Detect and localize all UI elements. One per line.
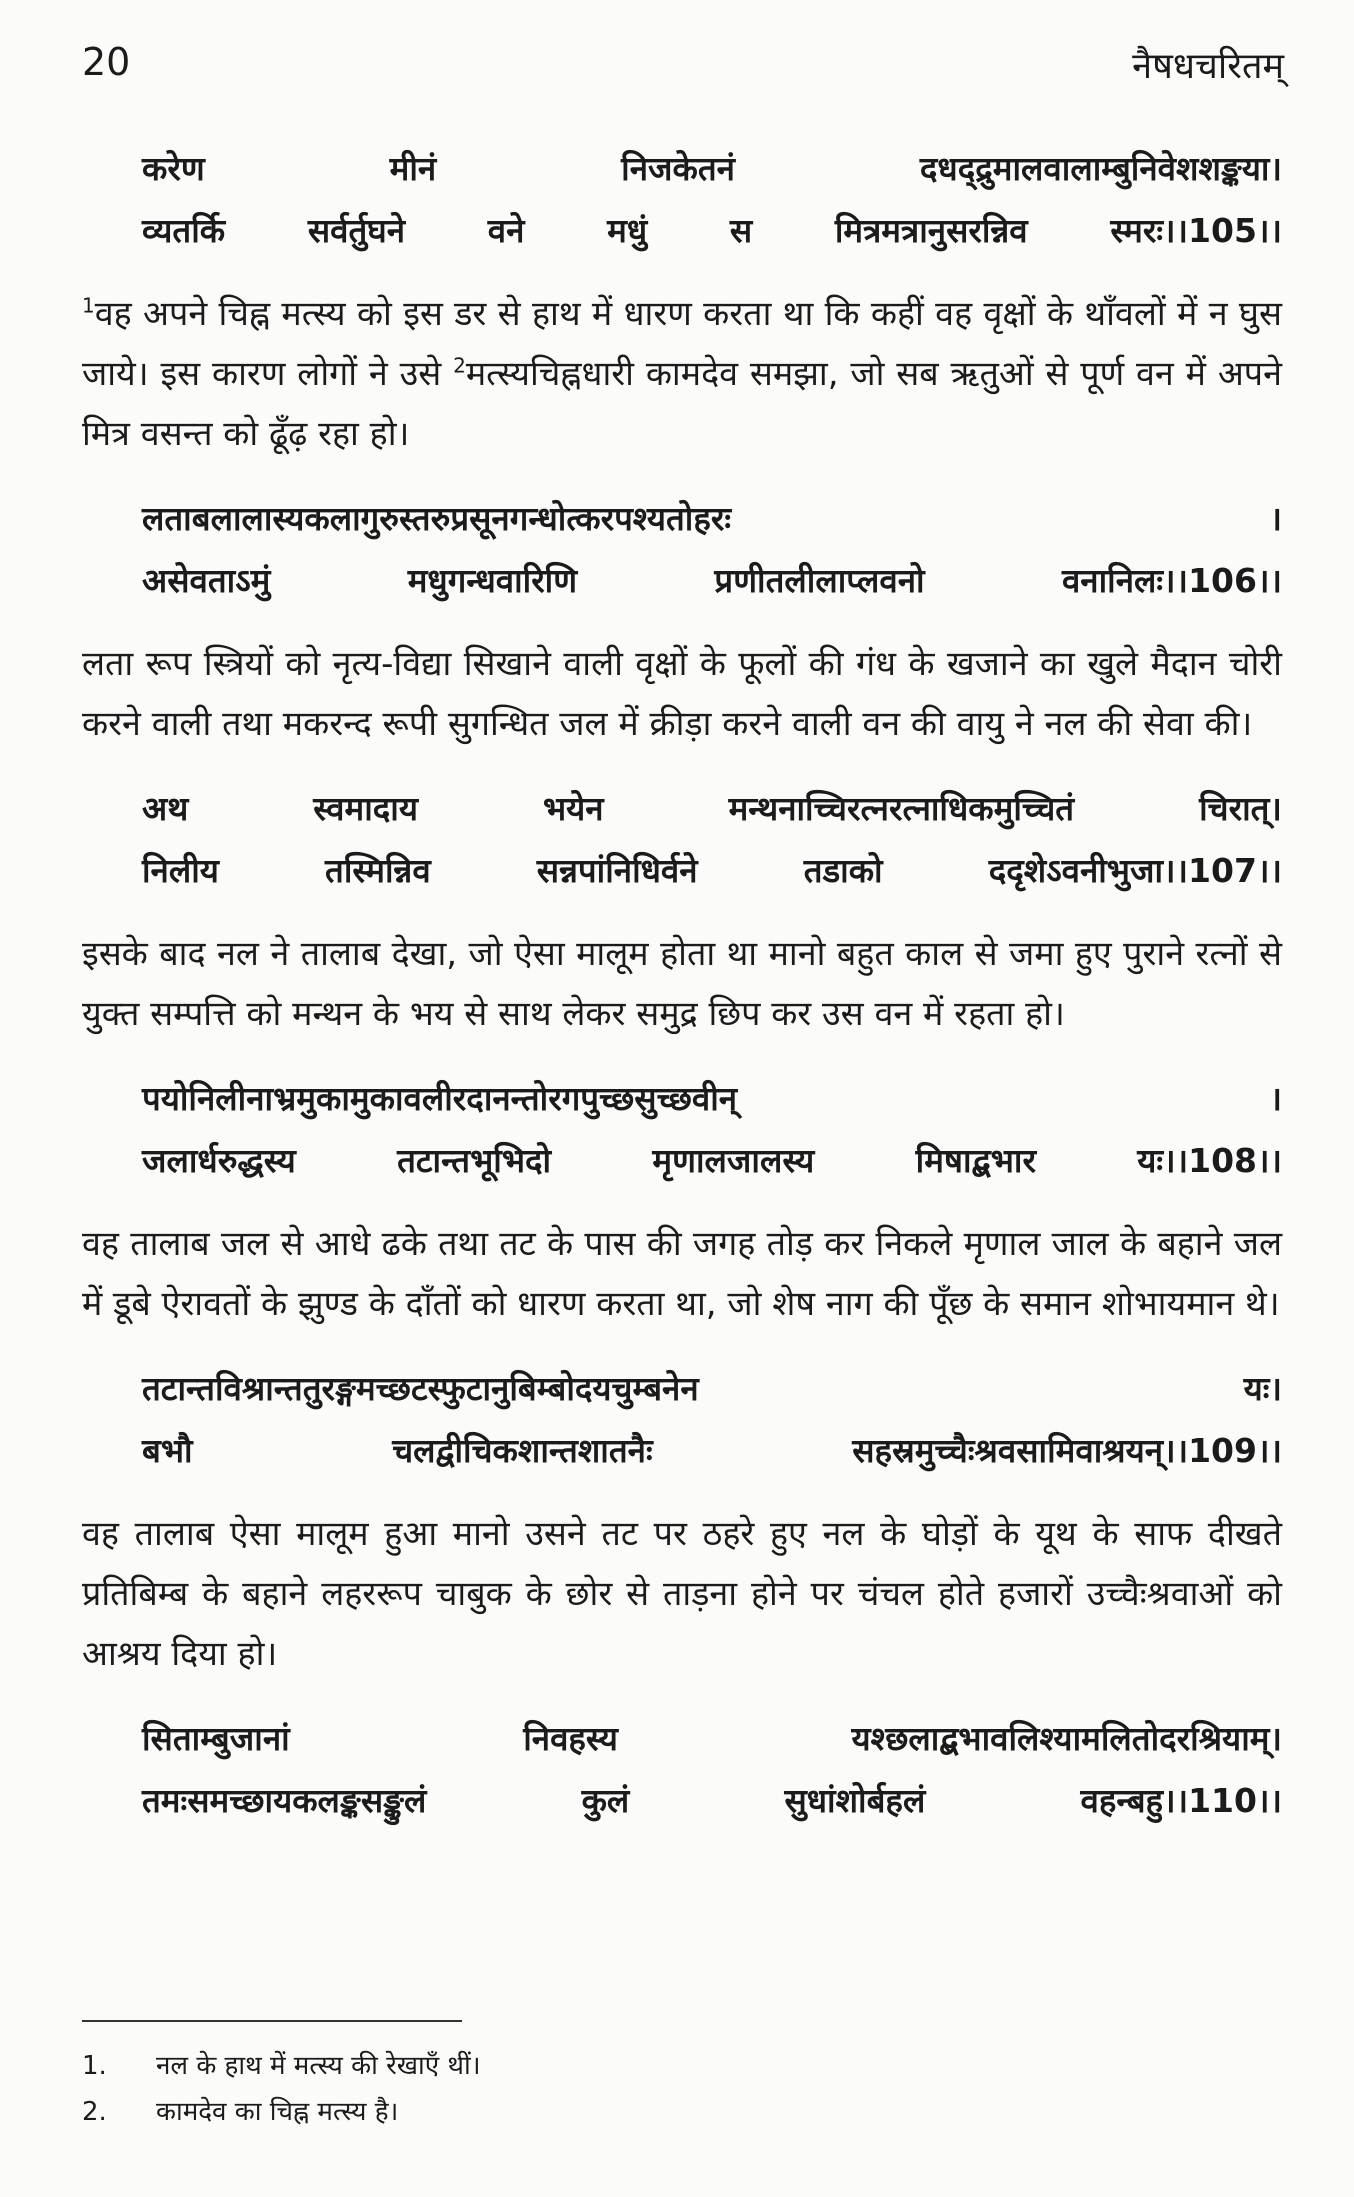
verse-word: सुधांशोर्बहलं bbox=[784, 1781, 926, 1820]
verse-word: वने bbox=[487, 211, 525, 250]
verse-word: सहस्रमुच्चैःश्रवसामिवाश्रयन्।।109।। bbox=[852, 1431, 1282, 1470]
verse-word: पयोनिलीनाभ्रमुकामुकावलीरदानन्तोरगपुच्छसुच्छवीन् bbox=[142, 1079, 738, 1118]
verse-word: बभौ bbox=[142, 1431, 193, 1470]
verse-word: मिषाद्बभार bbox=[915, 1141, 1036, 1180]
sanskrit-verse bbox=[142, 138, 1282, 262]
verse-word: तटान्तविश्रान्ततुरङ्गमच्छटस्फुटानुबिम्बोदयचुम्बनेन bbox=[142, 1369, 699, 1408]
verse-word: ददृशेऽवनीभुजा।।107।। bbox=[988, 851, 1282, 890]
verse-word: जलार्धरुद्धस्य bbox=[142, 1141, 296, 1180]
hindi-translation bbox=[82, 924, 1282, 1044]
verse-line bbox=[142, 1068, 1282, 1130]
verse-word: यः। bbox=[1243, 1369, 1282, 1408]
verse-word: चलद्वीचिकशान्तशातनैः bbox=[392, 1431, 653, 1470]
verse-word: यश्छलाद्बभावलिश्यामलितोदरश्रियाम्। bbox=[851, 1719, 1282, 1758]
verse-line bbox=[142, 1420, 1282, 1482]
verse-word: कुलं bbox=[581, 1781, 630, 1820]
page-number: 20 bbox=[82, 40, 131, 84]
verse-line bbox=[142, 1708, 1282, 1770]
hindi-translation bbox=[82, 1504, 1282, 1684]
verse-word: । bbox=[1269, 1079, 1282, 1118]
verse-line bbox=[142, 840, 1282, 902]
verse-word: दधद्द्रुमालवालाम्बुनिवेशशङ्कया। bbox=[919, 149, 1282, 188]
verse-word: तमःसमच्छायकलङ्कसङ्कुलं bbox=[142, 1781, 427, 1820]
footnote-number: 2. bbox=[82, 2097, 107, 2127]
verse-word: । bbox=[1269, 499, 1282, 538]
verse-word: यः।।108।। bbox=[1137, 1141, 1282, 1180]
footnote-marker: 2 bbox=[453, 353, 466, 378]
verse-line bbox=[142, 138, 1282, 200]
hindi-translation bbox=[82, 1214, 1282, 1334]
verse-word: तस्मिन्निव bbox=[325, 851, 431, 890]
verse-word: असेवताऽमुं bbox=[142, 561, 271, 600]
verse-word: वहन्बहु।।110।। bbox=[1080, 1781, 1282, 1820]
translation-text: वह तालाब जल से आधे ढके तथा तट के पास की जगह तोड़ कर निकले मृणाल जाल के बहाने जल में डूबे ऐरावतों के झुण्ड के दाँतों को धारण करता था, जो शेष नाग की पूँछ के समान शोभायमान थे। bbox=[82, 1224, 1282, 1324]
translation-text: वह तालाब ऐसा मालूम हुआ मानो उसने तट पर ठहरे हुए नल के घोड़ों के यूथ के साफ दीखते प्रतिबिम्ब के बहाने लहररूप चाबुक के छोर से ताड़ना होने पर चंचल होते हजारों उच्चैःश्रवाओं को आश्रय दिया हो। bbox=[82, 1514, 1282, 1674]
verse-word: सिताम्बुजानां bbox=[142, 1719, 290, 1758]
verse-line bbox=[142, 200, 1282, 262]
verse-line bbox=[142, 778, 1282, 840]
verse-line bbox=[142, 488, 1282, 550]
verse-word: स्वमादाय bbox=[313, 789, 418, 828]
translation-text: वह अपने चिह्न मत्स्य को इस डर से हाथ में धारण करता था कि कहीं वह वृक्षों के थाँवलों में न घुस जाये। इस कारण लोगों ने उसे bbox=[82, 294, 1282, 394]
footnote-marker: 1 bbox=[82, 293, 95, 318]
translation-text: मत्स्यचिह्नधारी कामदेव समझा, जो सब ऋतुओं से पूर्ण वन में अपने मित्र वसन्त को ढूँढ़ रहा हो। bbox=[82, 354, 1282, 454]
verse-word: स bbox=[729, 211, 753, 250]
verse-word: मीनं bbox=[389, 149, 437, 188]
hindi-translation bbox=[82, 284, 1282, 464]
sanskrit-verse bbox=[142, 1068, 1282, 1192]
footnote bbox=[82, 2089, 481, 2135]
verse-word: चिरात्। bbox=[1199, 789, 1282, 828]
verse-word: मधुगन्धवारिणि bbox=[407, 561, 578, 600]
verse-word: मृणालजालस्य bbox=[652, 1141, 815, 1180]
verse-word: व्यतर्कि bbox=[142, 211, 226, 250]
translation-text: लता रूप स्त्रियों को नृत्य-विद्या सिखाने वाली वृक्षों के फूलों की गंध के खजाने का खुले मैदान चोरी करने वाली तथा मकरन्द रूपी सुगन्धित जल में क्रीड़ा करने वाली वन की वायु ने नल की सेवा की। bbox=[82, 644, 1282, 744]
verse-word: तडाको bbox=[803, 851, 883, 890]
verse-word: निलीय bbox=[142, 851, 219, 890]
footnote-text: नल के हाथ में मत्स्य की रेखाएँ थीं। bbox=[156, 2051, 481, 2081]
footnotes bbox=[82, 2043, 481, 2135]
footnote-divider bbox=[82, 2020, 462, 2022]
verse-word: करेण bbox=[142, 149, 205, 188]
verse-word: भयेन bbox=[542, 789, 604, 828]
sanskrit-verse bbox=[142, 488, 1282, 612]
sanskrit-verse bbox=[142, 1708, 1282, 1832]
verse-word: मित्रमत्रानुसरन्निव bbox=[834, 211, 1028, 250]
verse-word: अथ bbox=[142, 789, 189, 828]
verse-word: लताबलालास्यकलागुरुस्तरुप्रसूनगन्धोत्करपश्यतोहरः bbox=[142, 499, 732, 538]
sanskrit-verse bbox=[142, 1358, 1282, 1482]
footnote-number: 1. bbox=[82, 2051, 107, 2081]
running-title: नैषधचरितम् bbox=[1132, 46, 1284, 87]
footnote bbox=[82, 2043, 481, 2089]
verse-word: निजकेतनं bbox=[621, 149, 735, 188]
verse-line bbox=[142, 1130, 1282, 1192]
verse-word: सर्वर्तुघने bbox=[307, 211, 406, 250]
verse-word: वनानिलः।।106।। bbox=[1061, 561, 1282, 600]
translation-text: इसके बाद नल ने तालाब देखा, जो ऐसा मालूम होता था मानो बहुत काल से जमा हुए पुराने रत्नों से युक्त सम्पत्ति को मन्थन के भय से साथ लेकर समुद्र छिप कर उस वन में रहता हो। bbox=[82, 934, 1282, 1034]
page-body bbox=[82, 138, 1282, 1854]
verse-word: स्मरः।।105।। bbox=[1110, 211, 1282, 250]
hindi-translation bbox=[82, 634, 1282, 754]
verse-word: तटान्तभूभिदो bbox=[397, 1141, 552, 1180]
verse-word: प्रणीतलीलाप्लवनो bbox=[714, 561, 925, 600]
page-header bbox=[82, 40, 1284, 100]
verse-word: मधुं bbox=[607, 211, 648, 250]
verse-word: मन्थनाच्चिरत्नरत्नाधिकमुच्चितं bbox=[728, 789, 1075, 828]
sanskrit-verse bbox=[142, 778, 1282, 902]
verse-word: निवहस्य bbox=[523, 1719, 618, 1758]
verse-line bbox=[142, 550, 1282, 612]
verse-line bbox=[142, 1770, 1282, 1832]
verse-word: सन्नपांनिधिर्वने bbox=[536, 851, 698, 890]
verse-line bbox=[142, 1358, 1282, 1420]
footnote-text: कामदेव का चिह्न मत्स्य है। bbox=[156, 2097, 399, 2127]
